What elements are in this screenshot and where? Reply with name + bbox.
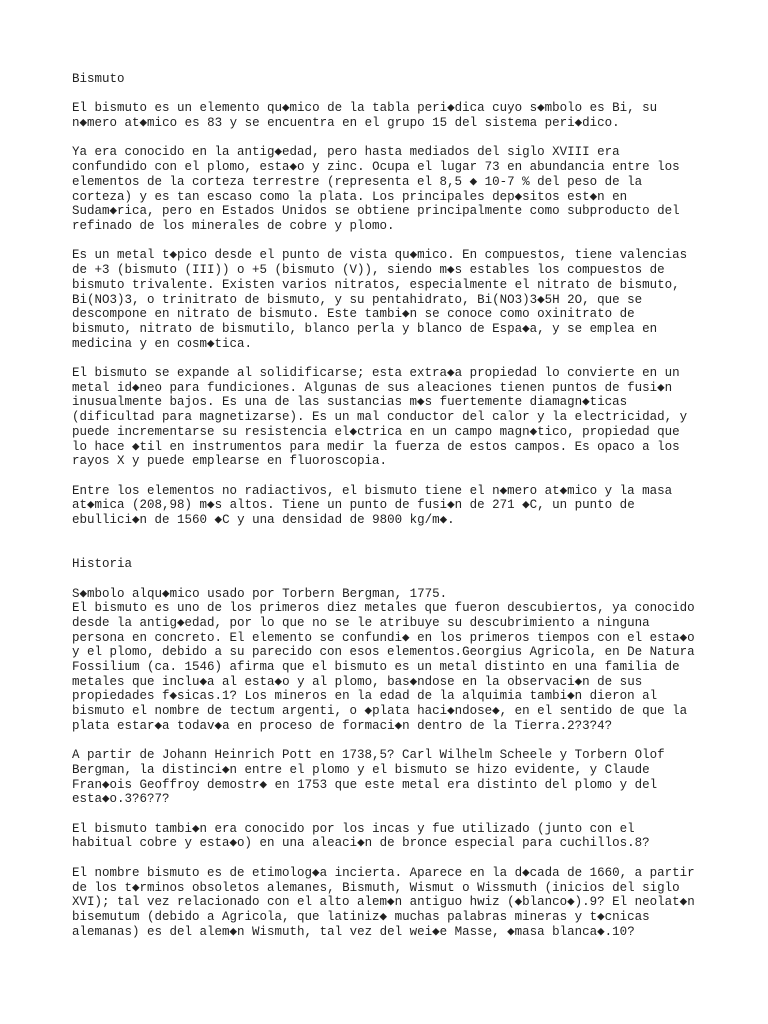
paragraph-abundance: Ya era conocido en la antig◆edad, pero hasta mediados del siglo XVIII era confundido con el plomo, esta◆o y zinc. Ocupa el lugar 73 en abundancia entre los elementos de la corteza terrestre (representa el 8,5 ◆ 10-7 % del peso de la corteza) y es tan escaso como la plata. Los principales dep◆sitos est◆n en Sudam◆rica, pero en Estados Unidos se obtiene principalmente como subproducto del refinado de los minerales de cobre y plomo. — [72, 145, 680, 233]
spacer — [72, 851, 712, 866]
spacer — [72, 734, 712, 749]
paragraph-physical-data: Entre los elementos no radiactivos, el bismuto tiene el n◆mero at◆mico y la masa at◆mica (208,98) m◆s altos. Tiene un punto de fusi◆n de 271 ◆C, un punto de ebullici◆n de 1560 ◆C y una densidad de 9800 kg/m◆. — [72, 483, 673, 528]
paragraph-history-distinction: A partir de Johann Heinrich Pott en 1738,5? Carl Wilhelm Scheele y Torbern Olof Bergman, la distinci◆n entre el plomo y el bismuto se hizo evidente, y Claude Fran◆ois Geoffroy demostr◆ en 1753 que este metal era distinto del plomo y del esta◆o.3?6?7? — [72, 748, 665, 807]
spacer — [72, 351, 712, 366]
paragraph-history-incas: El bismuto tambi◆n era conocido por los incas y fue utilizado (junto con el habitual cobre y esta◆o) en una aleaci◆n de bronce especial para cuchillos.8? — [72, 821, 650, 851]
spacer — [72, 469, 712, 484]
spacer — [72, 131, 712, 146]
paragraph-properties: El bismuto se expande al solidificarse; esta extra◆a propiedad lo convierte en un metal id◆neo para fundiciones. Algunas de sus aleaciones tienen puntos de fusi◆n inusualmente bajos. Es una de las sustancias m◆s fuertemente diamagn◆ticas (dificultad para magnetizarse). Es un mal conductor del calor y la electricidad, y puede incrementarse su resistencia el◆ctrica en un campo magn◆tico, propiedad que lo hace ◆til en instrumentos para medir la fuerza de estos campos. Es opaco a los rayos X y puede emplearse en fluoroscopia. — [72, 366, 688, 469]
spacer — [72, 807, 712, 822]
paragraph-intro: El bismuto es un elemento qu◆mico de la tabla peri◆dica cuyo s◆mbolo es Bi, su n◆mero at◆mico es 83 y se encuentra en el grupo 15 del sistema peri◆dico. — [72, 101, 658, 131]
spacer — [72, 234, 712, 249]
spacer — [72, 87, 712, 102]
paragraph-chemistry: Es un metal t◆pico desde el punto de vista qu◆mico. En compuestos, tiene valencias de +3 (bismuto (III)) o +5 (bismuto (V)), siendo m◆s estables los compuestos de bismuto trivalente. Existen varios nitratos, especialmente el nitrato de bismuto, Bi(NO3)3, o trinitrato de bismuto, y su pentahidrato, Bi(NO3)3◆5H 2O, que se descompone en nitrato de bismuto. Este tambi◆n se conoce como oxinitrato de bismuto, nitrato de bismutilo, blanco perla y blanco de Espa◆a, y se emplea en medicina y en cosm◆tica. — [72, 248, 688, 351]
document-title: Bismuto — [72, 72, 125, 86]
section-title-historia: Historia — [72, 557, 133, 572]
document-page — [72, 72, 712, 939]
spacer — [72, 572, 712, 587]
paragraph-etymology: El nombre bismuto es de etimolog◆a incierta. Aparece en la d◆cada de 1660, a partir de los t◆rminos obsoletos alemanes, Bismuth, Wismut o Wissmuth (inicios del siglo XVI); tal vez relacionado con el alto alem◆n antiguo hwiz (◆blanco◆).9? El neolat◆n bisemutum (debido a Agricola, que latiniz◆ muchas palabras mineras y t◆cnicas alemanas) es del alem◆n Wismuth, tal vez del wei◆e Masse, ◆masa blanca◆.10? — [72, 865, 695, 939]
spacer — [72, 528, 712, 557]
paragraph-history-discovery: S◆mbolo alqu◆mico usado por Torbern Bergman, 1775. El bismuto es uno de los primeros diez metales que fueron descubiertos, ya conocido desde la antig◆edad, por lo que no se le atribuye su descubrimiento a ninguna persona en concreto. El elemento se confundi◆ en los primeros tiempos con el esta◆o y el plomo, debido a su parecido con esos elementos.Georgius Agricola, en De Natura Fossilium (ca. 1546) afirma que el bismuto es un metal distinto en una familia de metales que inclu◆a al esta◆o y al plomo, bas◆ndose en la observaci◆n de sus propiedades f◆sicas.1? Los mineros en la edad de la alquimia tambi◆n dieron al bismuto el nombre de tectum argenti, o ◆plata haci◆ndose◆, en el sentido de que la plata estar◆a todav◆a en proceso de formaci◆n dentro de la Tierra.2?3?4? — [72, 586, 695, 733]
